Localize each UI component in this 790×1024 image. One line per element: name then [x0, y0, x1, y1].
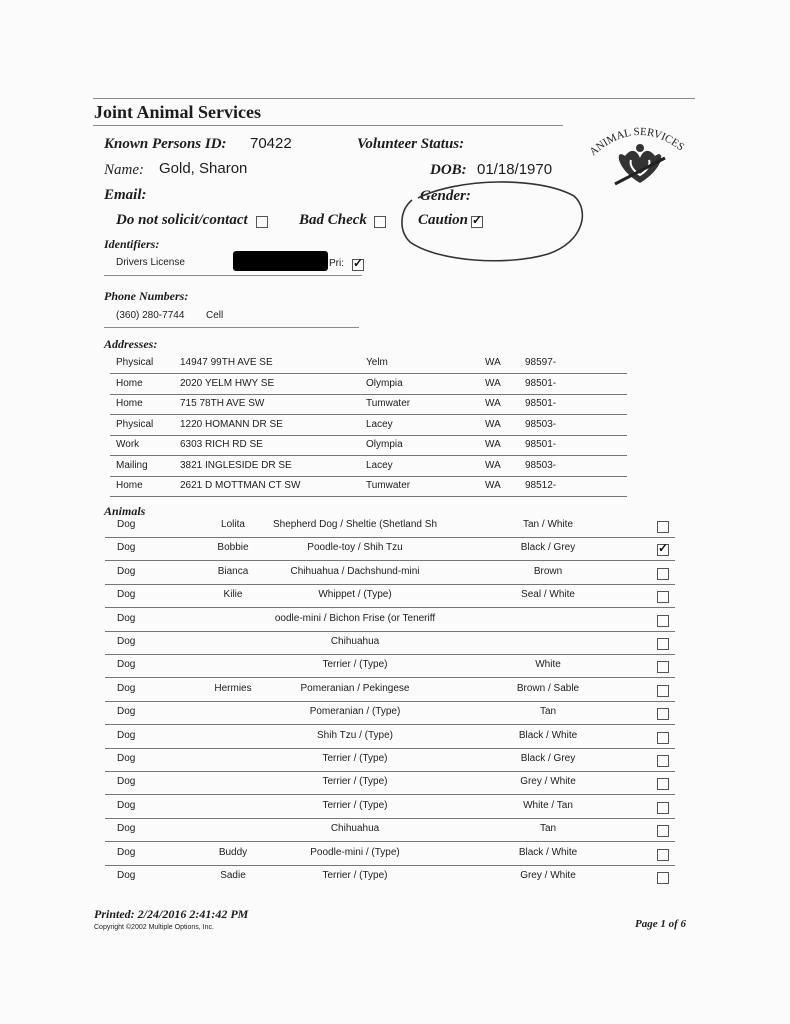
address-city: Yelm [366, 357, 388, 368]
address-row [110, 477, 627, 497]
animal-name: Hermies [214, 682, 252, 694]
animal-breed: Whippet / (Type) [318, 589, 392, 601]
address-state: WA [485, 459, 501, 471]
address-type: Home [116, 398, 143, 409]
animal-breed: Poodle-toy / Shih Tzu [307, 542, 403, 554]
printed-timestamp: Printed: 2/24/2016 2:41:42 PM [94, 907, 249, 921]
animal-breed: Pomeranian / Pekingese [300, 682, 410, 694]
caution-label: Caution [418, 212, 469, 228]
hand-drawn-circle [398, 170, 590, 268]
address-zip: 98501- [525, 439, 557, 450]
animal-species: Dog [117, 846, 136, 858]
animal-breed: Chihuahua / Dachshund-mini [290, 565, 420, 577]
name-value: Gold, Sharon [159, 160, 248, 177]
dob-label: DOB: [430, 162, 467, 178]
animal-species: Dog [117, 682, 136, 694]
animal-checkbox[interactable] [657, 544, 669, 556]
do-not-solicit-checkbox[interactable] [256, 216, 268, 228]
animal-row[interactable] [105, 772, 675, 795]
pri-label: Pri: [329, 258, 344, 269]
volunteer-status-label: Volunteer Status: [357, 136, 465, 152]
address-type: Home [116, 377, 143, 389]
address-street: 14947 99TH AVE SE [180, 357, 273, 368]
phone-number: (360) 280-7744 [116, 310, 185, 321]
page-number: Page 1 of 6 [635, 918, 687, 930]
animal-row[interactable] [105, 562, 675, 585]
bad-check-label: Bad Check [299, 212, 367, 228]
address-city: Lacey [366, 459, 393, 471]
animal-color: White [535, 659, 561, 671]
animal-breed: Terrier / (Type) [322, 870, 388, 881]
address-street: 1220 HOMANN DR SE [180, 418, 283, 430]
animal-row[interactable] [105, 632, 675, 655]
email-label: Email: [104, 187, 147, 203]
phone-type: Cell [206, 310, 224, 321]
animal-color: Black / Grey [520, 542, 576, 554]
animal-species: Dog [117, 706, 136, 718]
address-street: 3821 INGLESIDE DR SE [180, 459, 292, 471]
animal-species: Dog [117, 776, 136, 788]
animal-breed: oodle-mini / Bichon Frise (or Teneriff [274, 612, 436, 624]
address-type: Physical [116, 357, 154, 368]
address-row [110, 375, 627, 395]
address-row [110, 395, 627, 415]
address-type: Work [116, 439, 140, 450]
identifier-type: Drivers License [116, 257, 185, 268]
address-state: WA [485, 418, 501, 430]
animal-row[interactable] [105, 515, 675, 538]
animal-breed: Chihuahua [330, 636, 380, 647]
animal-color: Brown [533, 565, 563, 577]
animal-breed: Terrier / (Type) [322, 659, 388, 671]
address-state: WA [485, 357, 501, 368]
animal-checkbox[interactable] [657, 568, 669, 580]
pri-checkbox[interactable] [352, 259, 364, 271]
identifiers-label: Identifiers: [104, 237, 160, 251]
animal-color: Tan / White [522, 519, 574, 530]
address-city: Olympia [366, 439, 403, 450]
address-type: Mailing [116, 459, 148, 471]
animal-species: Dog [117, 659, 136, 671]
animal-row[interactable] [105, 538, 675, 561]
address-type: Home [116, 480, 143, 491]
animal-color: Tan [539, 706, 557, 718]
gender-label: Gender: [420, 188, 471, 204]
animal-name: Buddy [218, 846, 248, 858]
animal-row[interactable] [105, 726, 675, 749]
copyright-text: Copyright ©2002 Multiple Options, Inc. [94, 924, 214, 931]
address-street: 2621 D MOTTMAN CT SW [180, 480, 301, 491]
phones-rule [104, 327, 359, 328]
animal-name: Bobbie [217, 542, 249, 554]
animal-breed: Terrier / (Type) [322, 753, 388, 764]
animal-checkbox[interactable] [657, 825, 669, 837]
animals-label: Animals [104, 504, 146, 518]
animal-breed: Shih Tzu / (Type) [317, 729, 393, 741]
address-zip: 98501- [525, 377, 557, 389]
animal-color: Grey / White [520, 776, 576, 788]
animal-checkbox[interactable] [657, 661, 669, 673]
animal-checkbox[interactable] [657, 708, 669, 720]
animal-name: Kilie [223, 589, 243, 601]
animal-name: Lolita [221, 519, 245, 530]
address-row [110, 354, 627, 374]
address-city: Lacey [366, 418, 393, 430]
animal-checkbox[interactable] [657, 615, 669, 627]
address-city: Olympia [366, 377, 403, 389]
animal-row[interactable] [105, 609, 675, 632]
bad-check-checkbox[interactable] [374, 216, 386, 228]
animal-checkbox[interactable] [657, 638, 669, 650]
animal-species: Dog [117, 519, 136, 530]
animal-checkbox[interactable] [657, 591, 669, 603]
animal-species: Dog [117, 612, 136, 624]
animal-color: Black / Grey [520, 753, 576, 764]
animal-species: Dog [117, 542, 136, 554]
address-state: WA [485, 398, 501, 409]
animal-services-logo [585, 118, 695, 198]
animal-breed: Chihuahua [330, 823, 380, 835]
address-zip: 98503- [525, 418, 557, 430]
address-state: WA [485, 377, 501, 389]
address-row [110, 457, 627, 477]
animal-species: Dog [117, 565, 136, 577]
address-city: Tumwater [366, 398, 411, 409]
animal-checkbox[interactable] [657, 521, 669, 533]
animal-checkbox[interactable] [657, 849, 669, 861]
animal-breed: Terrier / (Type) [322, 799, 388, 811]
animal-row[interactable] [105, 749, 675, 772]
animal-breed: Shepherd Dog / Sheltie (Shetland Sh [273, 519, 437, 530]
animal-row[interactable] [105, 796, 675, 819]
phone-numbers-label: Phone Numbers: [104, 289, 189, 303]
animal-breed: Poodle-mini / (Type) [310, 846, 400, 858]
animal-species: Dog [117, 823, 136, 835]
animal-breed: Terrier / (Type) [322, 776, 388, 788]
animal-color: Tan [539, 823, 557, 835]
top-rule [93, 98, 695, 99]
animal-name: Sadie [220, 870, 246, 881]
animal-row[interactable] [105, 819, 675, 842]
animal-checkbox[interactable] [657, 872, 669, 884]
address-type: Physical [116, 418, 154, 430]
address-zip: 98597- [525, 357, 557, 368]
addresses-label: Addresses: [104, 337, 158, 351]
animal-species: Dog [117, 729, 136, 741]
animal-checkbox[interactable] [657, 755, 669, 767]
address-zip: 98501- [525, 398, 557, 409]
dob-value: 01/18/1970 [477, 161, 553, 178]
address-state: WA [485, 439, 501, 450]
animal-row[interactable] [105, 843, 675, 866]
animal-color: Black / White [518, 729, 578, 741]
animal-name: Bianca [217, 565, 249, 577]
animal-row[interactable] [105, 585, 675, 608]
animal-checkbox[interactable] [657, 778, 669, 790]
animal-breed: Pomeranian / (Type) [309, 706, 401, 718]
row-divider [110, 496, 627, 497]
animal-color: Brown / Sable [516, 682, 580, 694]
animal-species: Dog [117, 753, 136, 764]
address-state: WA [485, 480, 501, 491]
animal-color: Grey / White [520, 870, 576, 881]
animal-checkbox[interactable] [657, 685, 669, 697]
animal-species: Dog [117, 799, 136, 811]
svg-text:ANIMAL SERVICES: ANIMAL SERVICES [587, 125, 687, 159]
address-street: 2020 YELM HWY SE [180, 377, 275, 389]
address-row [110, 416, 627, 436]
redacted-block [233, 251, 328, 271]
animal-color: White / Tan [523, 799, 573, 811]
address-row [110, 436, 627, 456]
identifiers-rule [104, 275, 362, 276]
address-city: Tumwater [366, 480, 411, 491]
address-zip: 98512- [525, 480, 557, 491]
known-persons-id-value: 70422 [250, 135, 292, 152]
address-zip: 98503- [525, 459, 557, 471]
animal-row[interactable] [105, 655, 675, 678]
address-street: 715 78TH AVE SW [180, 398, 265, 409]
known-persons-id-label: Known Persons ID: [104, 136, 227, 152]
animal-row[interactable] [105, 679, 675, 702]
animal-species: Dog [117, 870, 136, 881]
title-rule [93, 125, 563, 126]
do-not-solicit-label: Do not solicit/contact [116, 212, 248, 228]
animal-row[interactable] [105, 702, 675, 725]
animal-row[interactable] [105, 866, 675, 889]
animal-color: Black / White [518, 846, 578, 858]
address-street: 6303 RICH RD SE [180, 439, 263, 450]
animal-checkbox[interactable] [657, 802, 669, 814]
animal-checkbox[interactable] [657, 732, 669, 744]
page-title: Joint Animal Services [94, 102, 261, 122]
animal-species: Dog [117, 636, 136, 647]
animal-species: Dog [117, 589, 136, 601]
animal-color: Seal / White [521, 589, 575, 601]
name-label: Name: [104, 162, 144, 178]
